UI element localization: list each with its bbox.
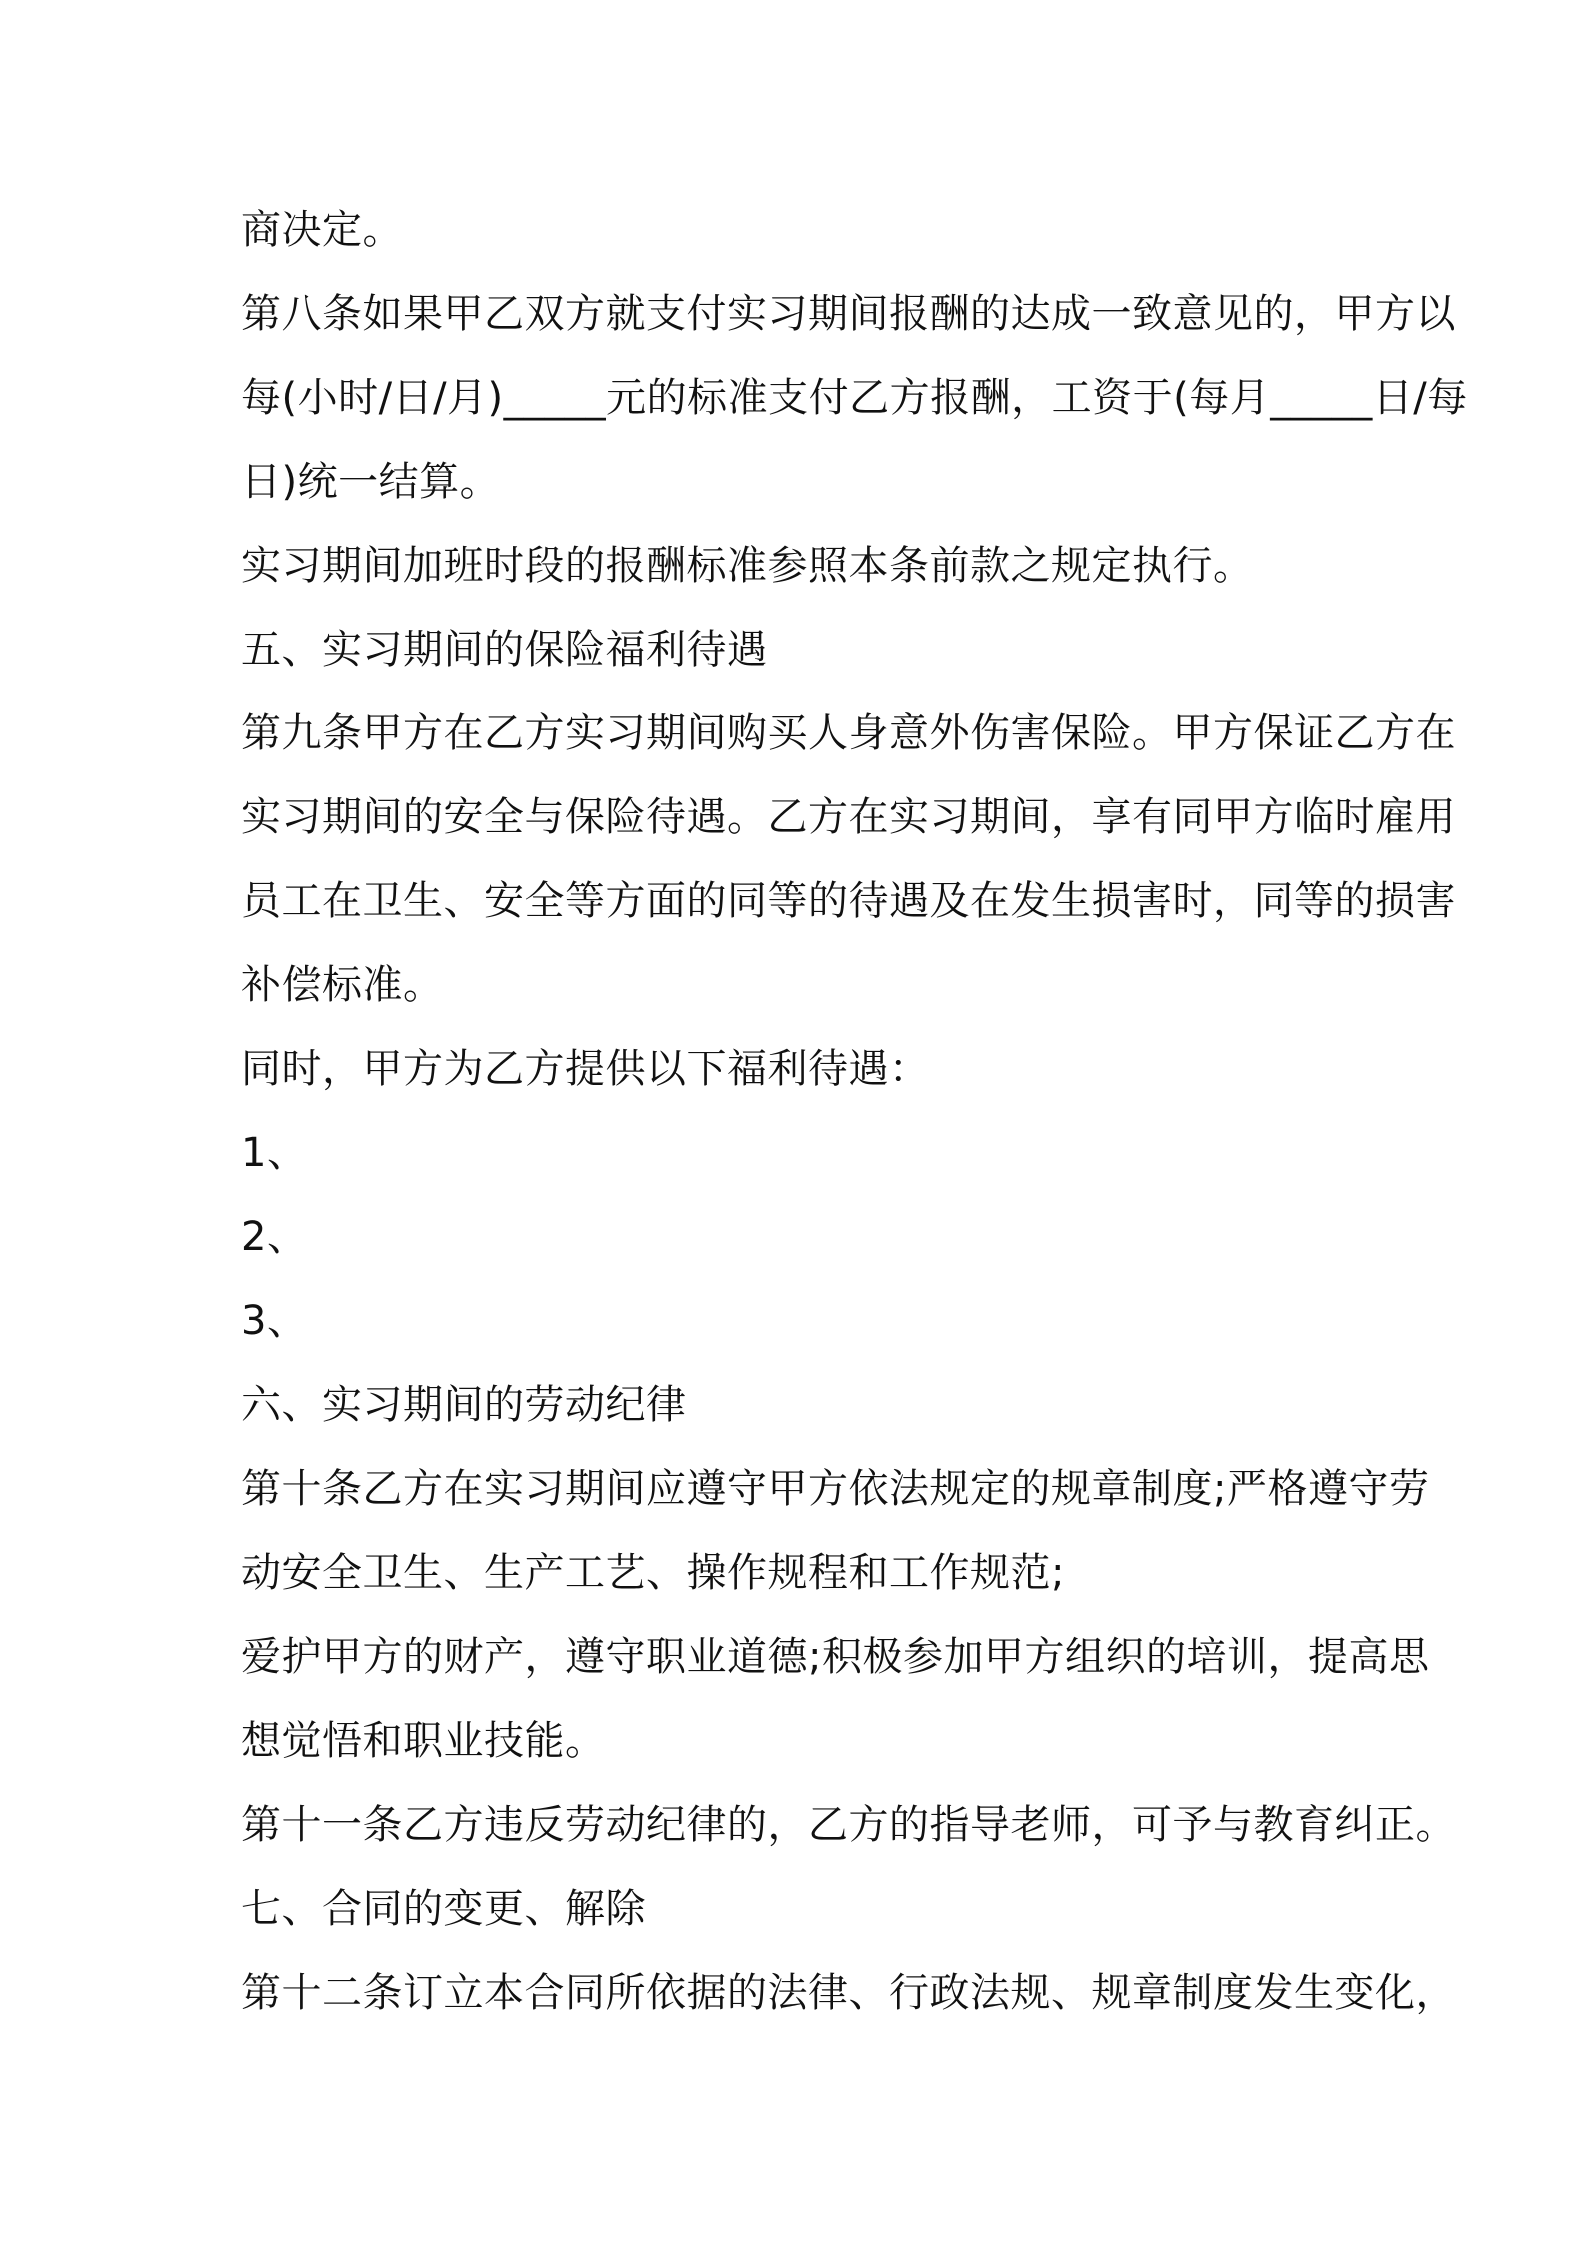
paragraph-line: 第十条乙方在实习期间应遵守甲方依法规定的规章制度;严格遵守劳: [241, 1466, 1430, 1512]
paragraph-line: 日)统一结算。: [241, 459, 501, 505]
paragraph-line: 第十二条订立本合同所依据的法律、行政法规、规章制度发生变化，: [241, 1970, 1456, 2016]
paragraph-line: 实习期间的安全与保险待遇。乙方在实习期间，享有同甲方临时雇用: [241, 794, 1456, 840]
paragraph-line: 补偿标准。: [241, 962, 444, 1008]
paragraph-line: 第九条甲方在乙方实习期间购买人身意外伤害保险。甲方保证乙方在: [241, 710, 1456, 756]
list-item: 3、: [241, 1298, 308, 1344]
section-heading: 五、实习期间的保险福利待遇: [241, 627, 768, 673]
paragraph-line: 爱护甲方的财产，遵守职业道德;积极参加甲方组织的培训，提高思: [241, 1634, 1430, 1680]
list-item: 2、: [241, 1214, 308, 1260]
paragraph-line: 同时，甲方为乙方提供以下福利待遇：: [241, 1046, 930, 1092]
paragraph-line: 第八条如果甲乙双方就支付实习期间报酬的达成一致意见的，甲方以: [241, 291, 1456, 337]
paragraph-line: 第十一条乙方违反劳动纪律的，乙方的指导老师，可予与教育纠正。: [241, 1802, 1456, 1848]
paragraph-line: 员工在卫生、安全等方面的同等的待遇及在发生损害时，同等的损害: [241, 878, 1456, 924]
section-heading: 六、实习期间的劳动纪律: [241, 1382, 687, 1428]
paragraph-line: 实习期间加班时段的报酬标准参照本条前款之规定执行。: [241, 543, 1254, 589]
paragraph-line: 动安全卫生、生产工艺、操作规程和工作规范;: [241, 1550, 1065, 1596]
list-item: 1、: [241, 1130, 308, 1176]
paragraph-line: 每(小时/日/月)_____元的标准支付乙方报酬，工资于(每月_____日/每: [241, 375, 1468, 421]
paragraph-line: 商决定。: [241, 207, 403, 253]
section-heading: 七、合同的变更、解除: [241, 1886, 646, 1932]
paragraph-line: 想觉悟和职业技能。: [241, 1718, 606, 1764]
